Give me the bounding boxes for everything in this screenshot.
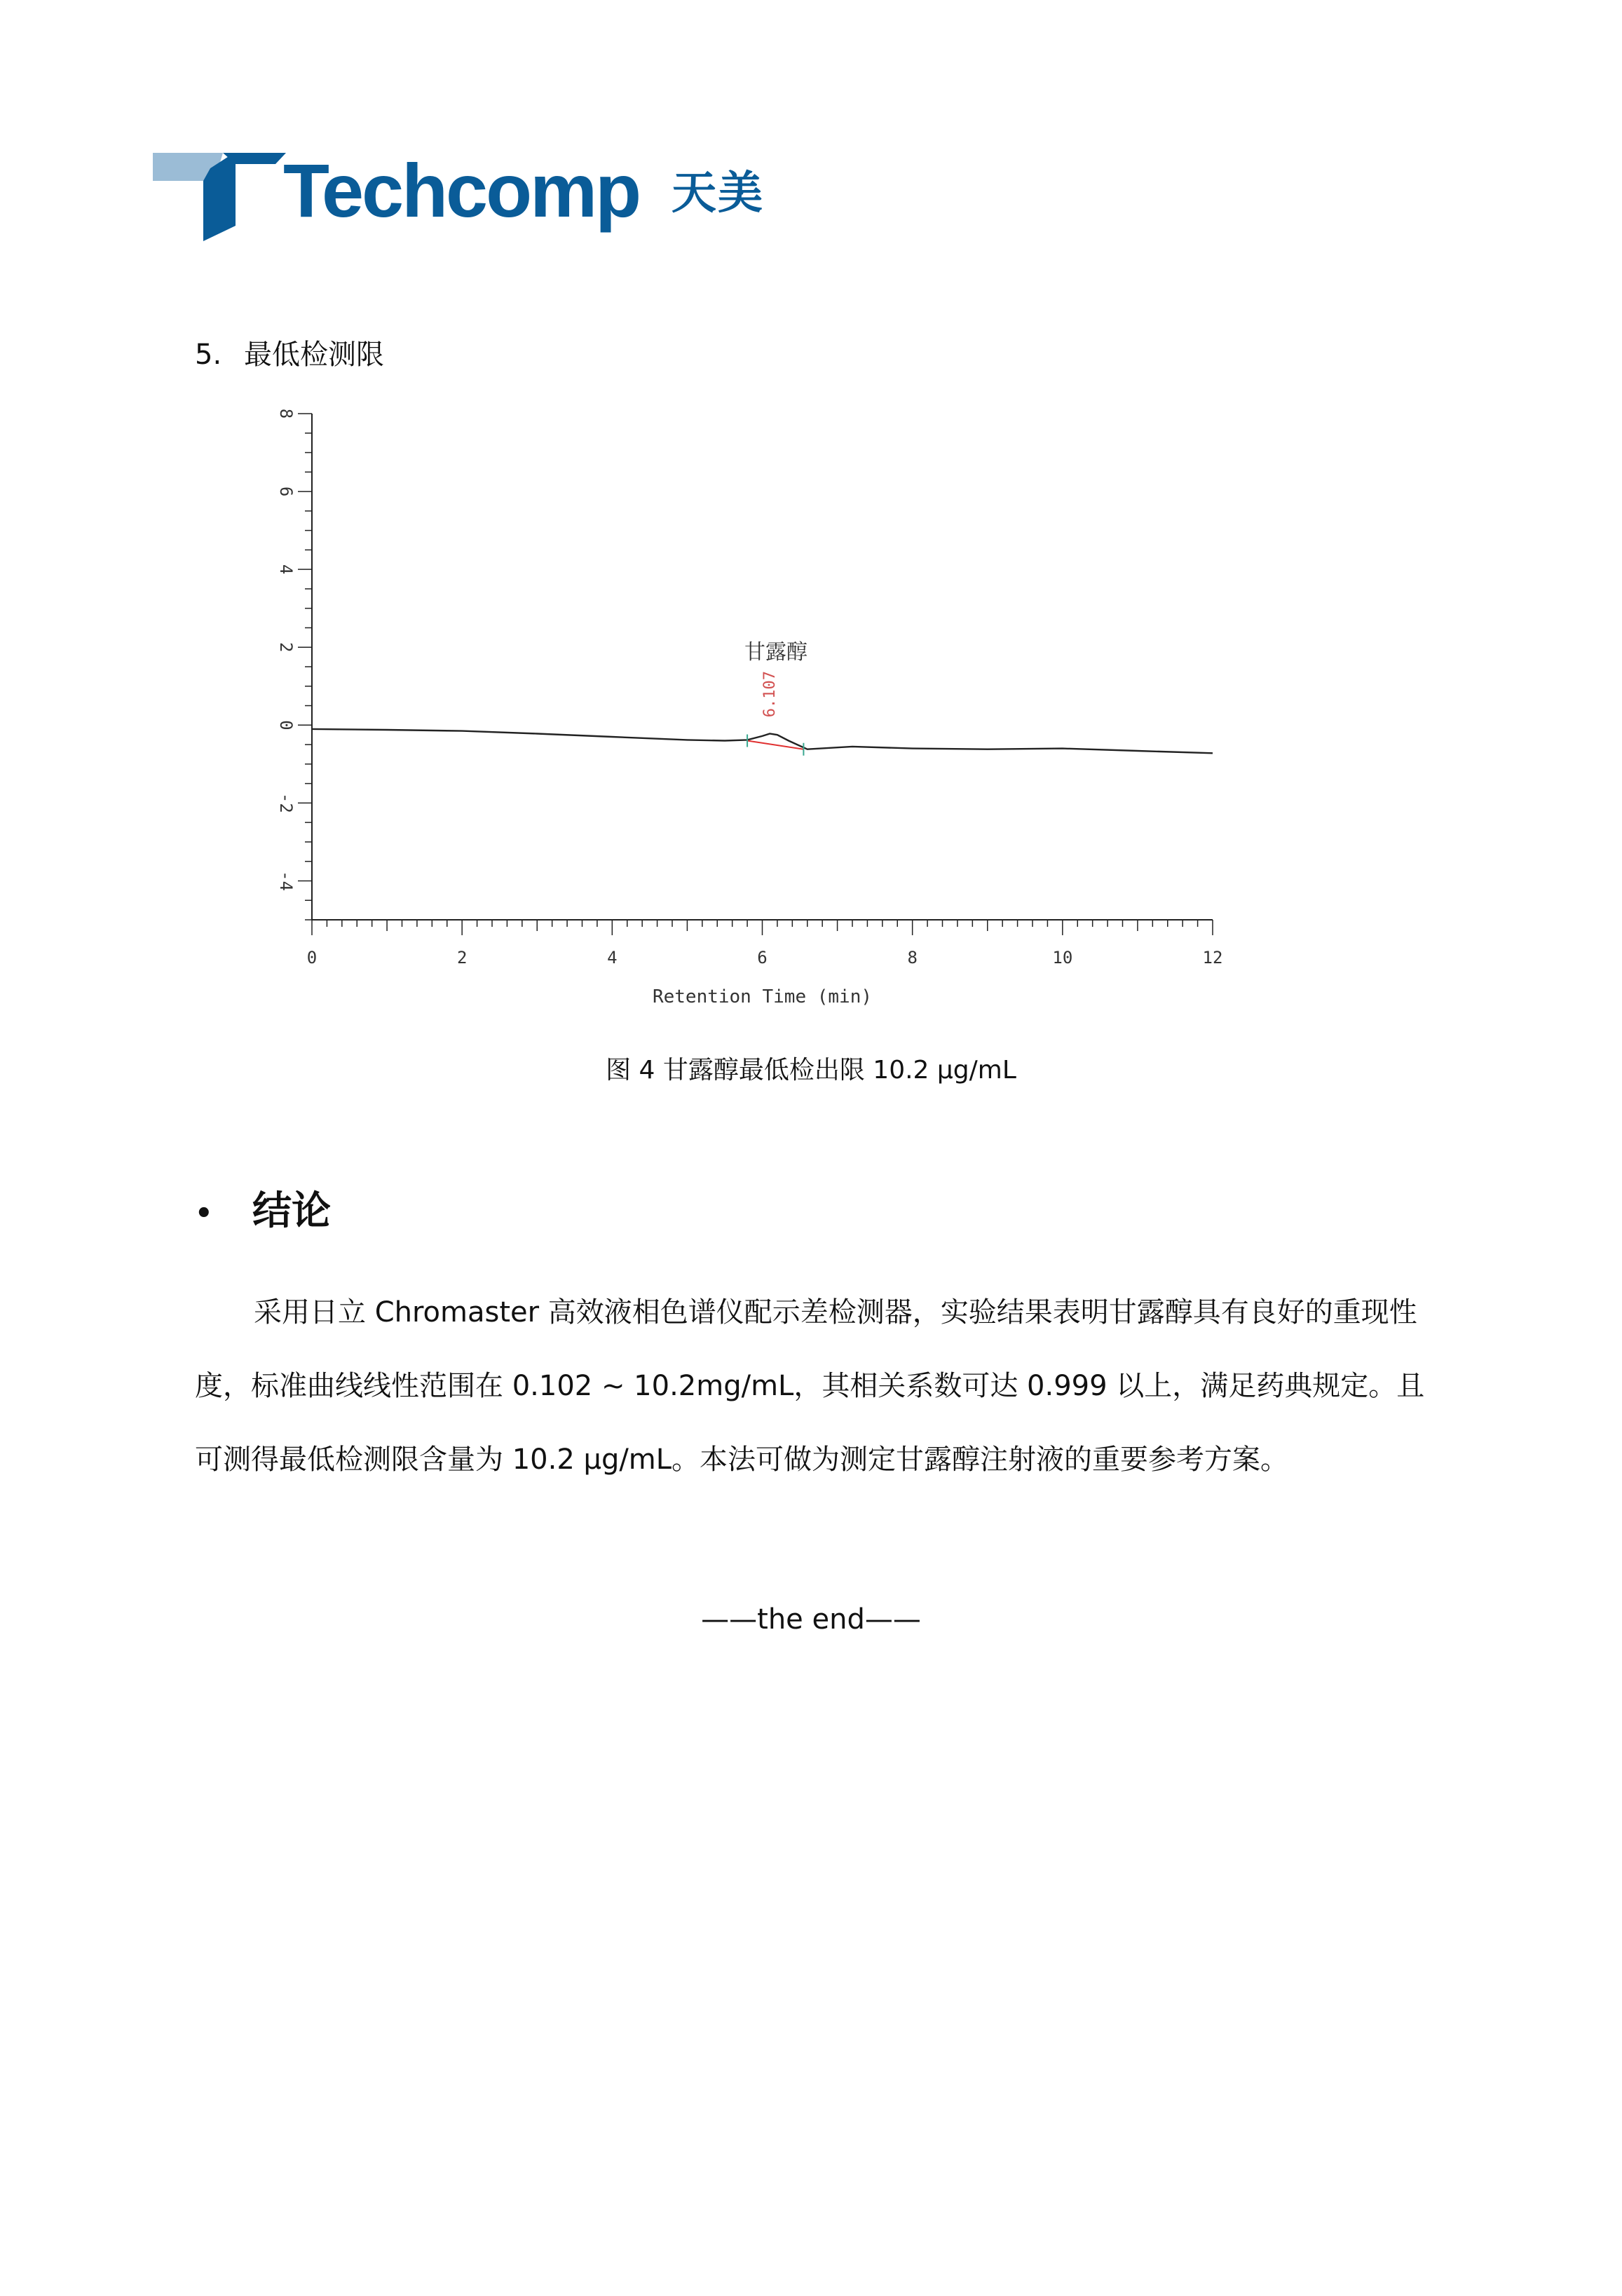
y-tick-label: 8: [276, 408, 296, 419]
x-tick-label: 8: [907, 948, 918, 967]
y-tick-label: 2: [276, 642, 296, 653]
x-tick-label: 6: [757, 948, 768, 967]
x-tick-label: 4: [607, 948, 618, 967]
x-tick-label: 12: [1202, 948, 1223, 967]
chromatogram-svg: [238, 393, 1248, 1010]
techcomp-logo-mark-icon: [153, 147, 286, 245]
series-line: [312, 729, 1213, 753]
x-tick-label: 10: [1052, 948, 1073, 967]
bullet-icon: •: [195, 1197, 213, 1230]
chromatogram-chart: [238, 393, 1248, 1010]
conclusion-title: 结论: [252, 1188, 331, 1234]
chart-axes: [276, 409, 1222, 967]
y-tick-label: -4: [276, 871, 296, 891]
y-tick-label: 6: [276, 486, 296, 497]
y-tick-label: -2: [276, 792, 296, 813]
section-number: 5.: [195, 339, 222, 371]
the-end-text: ——the end——: [701, 1603, 921, 1636]
y-tick-label: 0: [276, 720, 296, 731]
y-tick-label: 4: [276, 564, 296, 575]
trace-layer: [312, 729, 1213, 753]
conclusion-heading: [195, 1186, 331, 1239]
paragraph-line: 度，标准曲线线性范围在 0.102 ~ 10.2mg/mL，其相关系数可达 0.999 以上，满足药典规定。且: [195, 1370, 1425, 1402]
x-tick-label: 2: [456, 948, 468, 967]
figure-caption: 图 4 甘露醇最低检出限 10.2 μg/mL: [606, 1056, 1016, 1085]
techcomp-logo: [153, 147, 770, 245]
section-title: 最低检测限: [244, 339, 384, 371]
logo-chinese-text: 天美: [672, 168, 764, 219]
x-axis-title: Retention Time (min): [652, 986, 873, 1007]
peak-retention-time-label: 6.107: [761, 670, 779, 718]
peak-name-label: 甘露醇: [744, 639, 807, 665]
section-heading: [195, 335, 384, 374]
peak-baseline: [747, 741, 803, 749]
logo-text: Techcomp: [283, 148, 640, 233]
paragraph-line: 可测得最低检测限含量为 10.2 μg/mL。本法可做为测定甘露醇注射液的重要参考方案。: [195, 1444, 1289, 1476]
conclusion-paragraph: [195, 1276, 1443, 1497]
x-tick-label: 0: [306, 948, 318, 967]
paragraph-line: 采用日立 Chromaster 高效液相色谱仪配示差检测器，实验结果表明甘露醇具有良好的重现性: [254, 1296, 1417, 1329]
